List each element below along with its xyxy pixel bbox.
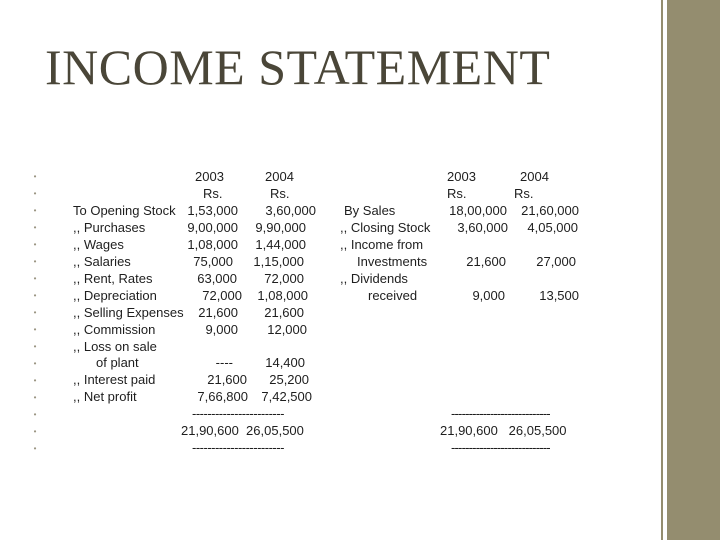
debit-row-2004: 1,08,000 (257, 288, 308, 303)
debit-row-2004: 3,60,000 (265, 203, 316, 218)
bullet-icon: • (33, 291, 37, 300)
debit-row-label: of plant (96, 355, 139, 370)
debit-row-label: ,, Net profit (73, 389, 137, 404)
debit-row-label: ,, Loss on sale (73, 339, 157, 354)
credit-row-2004: 4,05,000 (527, 220, 578, 235)
bullet-icon: • (33, 308, 37, 317)
debit-row-label: ,, Commission (73, 322, 156, 337)
debit-row-2003: 63,000 (197, 271, 237, 286)
debit-row-2003: 21,600 (207, 372, 247, 387)
debit-row-label: ,, Selling Expenses (73, 305, 184, 320)
bullet-icon: • (33, 393, 37, 402)
credit-total: 21,90,600 26,05,500 (440, 423, 567, 438)
credit-row-2004: 21,60,000 (521, 203, 579, 218)
bullet-icon: • (33, 410, 37, 419)
bullet-icon: • (33, 223, 37, 232)
debit-row-2004: 9,90,000 (255, 220, 306, 235)
credit-row-2004: 27,000 (536, 254, 576, 269)
debit-row-2003: 1,08,000 (187, 237, 238, 252)
credit-separator: ---------------------------- (451, 406, 550, 421)
bullet-icon: • (33, 359, 37, 368)
debit-row-2004: 14,400 (265, 355, 305, 370)
debit-year-2003-header: 2003 (195, 169, 224, 184)
debit-row-label: To Opening Stock (73, 203, 176, 218)
debit-row-2003: 9,000 (205, 322, 238, 337)
decorative-side-line (661, 0, 663, 540)
page-title: INCOME STATEMENT (45, 39, 551, 95)
credit-row-label: received (368, 288, 418, 303)
bullet-icon: • (33, 274, 37, 283)
bullet-icon: • (33, 172, 37, 181)
debit-separator: ------------------------ (192, 406, 284, 421)
debit-row-2004: 72,000 (264, 271, 304, 286)
bullet-icon: • (33, 342, 37, 351)
bullet-icon: • (33, 189, 37, 198)
credit-row-2003: 18,00,000 (449, 203, 507, 218)
debit-row-2004: 12,000 (267, 322, 307, 337)
debit-row-2003: 9,00,000 (187, 220, 238, 235)
debit-row-2003: 7,66,800 (197, 389, 248, 404)
debit-row-label: ,, Salaries (73, 254, 131, 269)
credit-row-label: ,, Income from (340, 237, 424, 252)
credit-row-label: ,, Dividends (340, 271, 408, 286)
credit-year-2003-header: 2003 (447, 169, 476, 184)
debit-row-label: ,, Interest paid (73, 372, 156, 387)
credit-row-2004: 13,500 (539, 288, 579, 303)
debit-row-label: ,, Depreciation (73, 288, 157, 303)
debit-row-2004: 1,44,000 (255, 237, 306, 252)
bullet-icon: • (33, 444, 37, 453)
debit-unit-2004-header: Rs. (270, 186, 290, 201)
debit-row-2004: 7,42,500 (261, 389, 312, 404)
debit-row-label: ,, Purchases (73, 220, 146, 235)
debit-row-label: ,, Wages (73, 237, 124, 252)
credit-row-label: By Sales (344, 203, 396, 218)
bullet-icon: • (33, 427, 37, 436)
credit-row-2003: 9,000 (472, 288, 505, 303)
credit-unit-2004-header: Rs. (514, 186, 534, 201)
bullet-icon: • (33, 257, 37, 266)
bullet-icon: • (33, 325, 37, 334)
bullet-icon: • (33, 206, 37, 215)
debit-row-2004: 25,200 (269, 372, 309, 387)
bullet-icon: • (33, 240, 37, 249)
decorative-side-bar (667, 0, 720, 540)
credit-row-2003: 3,60,000 (457, 220, 508, 235)
debit-bottom-separator: ------------------------ (192, 440, 284, 455)
bullet-icon: • (33, 376, 37, 385)
debit-unit-2003-header: Rs. (203, 186, 223, 201)
debit-row-2003: ---- (215, 355, 233, 370)
credit-unit-2003-header: Rs. (447, 186, 467, 201)
credit-bottom-separator: ---------------------------- (451, 440, 550, 455)
debit-row-2004: 1,15,000 (253, 254, 304, 269)
debit-total: 21,90,600 26,05,500 (181, 423, 304, 438)
debit-year-2004-header: 2004 (265, 169, 294, 184)
debit-row-2003: 1,53,000 (187, 203, 238, 218)
credit-row-label: ,, Closing Stock (340, 220, 431, 235)
credit-row-2003: 21,600 (466, 254, 506, 269)
debit-row-label: ,, Rent, Rates (73, 271, 153, 286)
credit-year-2004-header: 2004 (520, 169, 549, 184)
debit-row-2003: 21,600 (198, 305, 238, 320)
debit-row-2003: 72,000 (202, 288, 242, 303)
debit-row-2003: 75,000 (193, 254, 233, 269)
credit-row-label: Investments (357, 254, 428, 269)
debit-row-2004: 21,600 (264, 305, 304, 320)
